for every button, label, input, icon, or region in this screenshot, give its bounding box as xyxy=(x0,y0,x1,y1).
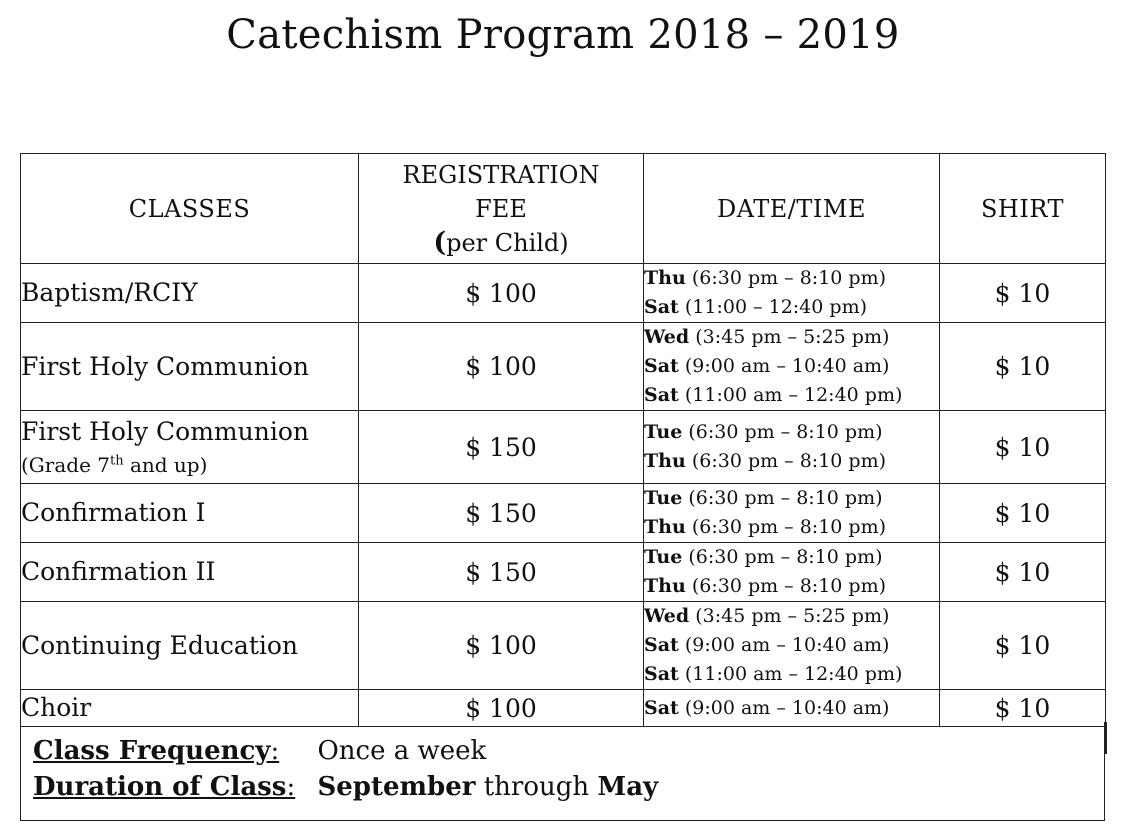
page-title: Catechism Program 2018 – 2019 xyxy=(226,12,900,58)
table-row xyxy=(21,323,1106,411)
class-frequency-line xyxy=(33,736,486,766)
duration-end-month: May xyxy=(597,772,659,802)
shirt-price: $ 10 xyxy=(940,264,1106,323)
table-row xyxy=(21,690,1106,727)
class-name: Confirmation II xyxy=(21,543,359,602)
header-shirt: SHIRT xyxy=(940,154,1106,264)
registration-fee: $ 100 xyxy=(359,264,644,323)
date-time-cell xyxy=(644,264,940,323)
registration-fee: $ 150 xyxy=(359,543,644,602)
class-name: Choir xyxy=(21,690,359,727)
registration-fee: $ 100 xyxy=(359,323,644,411)
time-slot: Sat (9:00 am – 10:40 am) xyxy=(644,696,890,719)
time-slot: Sat (11:00 am – 12:40 pm) xyxy=(644,663,903,685)
header-classes: CLASSES xyxy=(21,154,359,264)
header-fee-line2: FEE xyxy=(475,194,527,223)
class-duration-line xyxy=(33,772,658,802)
date-time-cell xyxy=(644,484,940,543)
registration-fee: $ 150 xyxy=(359,411,644,484)
class-name-text: First Holy Communion xyxy=(21,417,309,446)
time-slot: Sat (11:00 am – 12:40 pm) xyxy=(644,384,903,406)
registration-fee: $ 150 xyxy=(359,484,644,543)
shirt-price: $ 10 xyxy=(940,602,1106,690)
time-slot: Thu (6:30 pm – 8:10 pm) xyxy=(644,267,887,289)
registration-fee: $ 100 xyxy=(359,690,644,727)
time-slot: Thu (6:30 pm – 8:10 pm) xyxy=(644,516,887,538)
table-header-row xyxy=(21,154,1106,264)
class-frequency-label: Class Frequency xyxy=(33,736,271,766)
time-slot: Tue (6:30 pm – 8:10 pm) xyxy=(644,487,883,509)
table-edge-mark xyxy=(1105,722,1107,754)
class-name: Continuing Education xyxy=(21,602,359,690)
date-time-cell xyxy=(644,602,940,690)
class-info-footer xyxy=(20,722,1105,821)
time-slot: Sat (9:00 am – 10:40 am) xyxy=(644,634,890,656)
shirt-price: $ 10 xyxy=(940,543,1106,602)
class-frequency-value: Once a week xyxy=(317,736,487,766)
shirt-price: $ 10 xyxy=(940,690,1106,727)
header-fee-line3 xyxy=(359,226,643,260)
table-row xyxy=(21,484,1106,543)
class-duration-colon: : xyxy=(286,772,296,802)
class-schedule-table xyxy=(20,153,1106,727)
registration-fee: $ 100 xyxy=(359,602,644,690)
class-name: First Holy Communion xyxy=(21,323,359,411)
class-frequency-colon: : xyxy=(270,736,280,766)
date-time-cell xyxy=(644,323,940,411)
class-name: Baptism/RCIY xyxy=(21,264,359,323)
class-name xyxy=(21,411,359,484)
time-slot: Wed (3:45 pm – 5:25 pm) xyxy=(644,326,890,348)
table-row xyxy=(21,264,1106,323)
date-time-cell xyxy=(644,411,940,484)
time-slot: Thu (6:30 pm – 8:10 pm) xyxy=(644,450,887,472)
time-slot: Sat (9:00 am – 10:40 am) xyxy=(644,355,890,377)
time-slot: Wed (3:45 pm – 5:25 pm) xyxy=(644,605,890,627)
table-row xyxy=(21,602,1106,690)
shirt-price: $ 10 xyxy=(940,411,1106,484)
header-fee-per-child: per Child) xyxy=(446,228,569,257)
date-time-cell xyxy=(644,690,940,727)
time-slot: Thu (6:30 pm – 8:10 pm) xyxy=(644,575,887,597)
header-registration-fee xyxy=(359,154,644,264)
header-fee-paren: ( xyxy=(433,226,447,258)
class-duration-label: Duration of Class xyxy=(33,772,287,802)
duration-start-month: September xyxy=(317,772,476,802)
header-date-time: DATE/TIME xyxy=(644,154,940,264)
table-row xyxy=(21,411,1106,484)
header-fee-line1: REGISTRATION xyxy=(402,160,600,189)
shirt-price: $ 10 xyxy=(940,323,1106,411)
table-row xyxy=(21,543,1106,602)
time-slot: Tue (6:30 pm – 8:10 pm) xyxy=(644,546,883,568)
time-slot: Sat (11:00 – 12:40 pm) xyxy=(644,296,867,318)
class-name: Confirmation I xyxy=(21,484,359,543)
date-time-cell xyxy=(644,543,940,602)
duration-through: through xyxy=(483,772,590,802)
time-slot: Tue (6:30 pm – 8:10 pm) xyxy=(644,421,883,443)
class-grade-note: (Grade 7th and up) xyxy=(21,453,208,477)
shirt-price: $ 10 xyxy=(940,484,1106,543)
